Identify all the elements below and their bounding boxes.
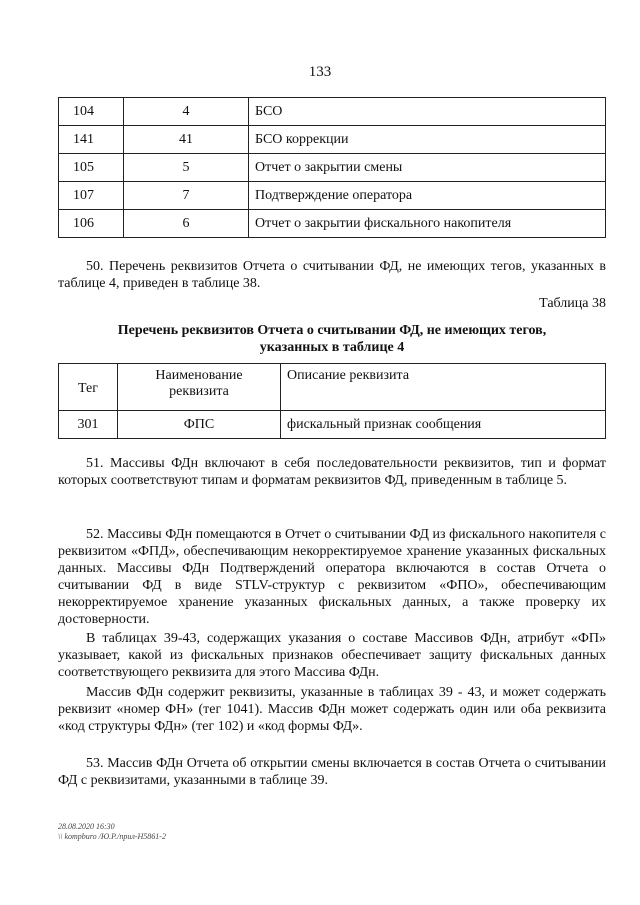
paragraph-52-tables: В таблицах 39-43, содержащих указания о составе Массивов ФДн, атрибут «ФП» указывает, какой из фискальных признаков обеспечивает защиту фискальных данных соответствующего реквизита для этого Массива ФДн. bbox=[58, 631, 606, 680]
footer bbox=[58, 822, 166, 842]
codes-cell-c2: 7 bbox=[124, 182, 249, 210]
codes-cell-c2: 6 bbox=[124, 210, 249, 238]
codes-cell-c3: БСО bbox=[249, 98, 606, 126]
codes-cell-c1: 105 bbox=[59, 154, 124, 182]
codes-cell-c2: 4 bbox=[124, 98, 249, 126]
codes-cell-c1: 106 bbox=[59, 210, 124, 238]
table-38-cell-description: фискальный признак сообщения bbox=[281, 411, 606, 439]
table-row bbox=[59, 210, 606, 238]
table-38-title-line1: Перечень реквизитов Отчета о считывании ФД, не имеющих тегов, bbox=[117, 323, 547, 338]
table-38-header-row bbox=[59, 364, 606, 411]
codes-cell-c3: Подтверждение оператора bbox=[249, 182, 606, 210]
paragraph-52: 52. Массивы ФДн помещаются в Отчет о считывании ФД из фискального накопителя с реквизитом «ФПД», обеспечивающим некорректируемое хранение указанных фискальных данных. Массивы ФДн Подтверждений оператора включаются в состав Отчета о считывании ФД в виде STLV-структур с реквизитом «ФПО», обеспечивающим некорректируемое хранение указанных фискальных данных, а также проверку их достоверности. bbox=[58, 527, 606, 627]
table-38-header-name: Наименование реквизита bbox=[118, 364, 281, 411]
codes-cell-c3: Отчет о закрытии смены bbox=[249, 154, 606, 182]
paragraph-53: 53. Массив ФДн Отчета об открытии смены включается в состав Отчета о считывании ФД с реквизитами, указанными в таблице 39. bbox=[58, 756, 606, 788]
table-38-cell-name: ФПС bbox=[118, 411, 281, 439]
table-38-title bbox=[58, 322, 606, 356]
paragraph-51: 51. Массивы ФДн включают в себя последовательности реквизитов, тип и формат которых соответствуют типам и форматам реквизитов ФД, приведенным в таблице 5. bbox=[58, 456, 606, 488]
footer-timestamp: 28.08.2020 16:30 bbox=[58, 822, 115, 831]
codes-cell-c1: 141 bbox=[59, 126, 124, 154]
codes-cell-c3: БСО коррекции bbox=[249, 126, 606, 154]
table-row bbox=[59, 126, 606, 154]
footer-path: \\ kompburo /Ю.Р./прил-Н5861-2 bbox=[58, 832, 166, 841]
table-38-header-description: Описание реквизита bbox=[281, 364, 606, 411]
table-row bbox=[59, 98, 606, 126]
codes-cell-c1: 104 bbox=[59, 98, 124, 126]
table-38-cell-tag: 301 bbox=[59, 411, 118, 439]
page-number: 133 bbox=[308, 64, 332, 80]
paragraph-50: 50. Перечень реквизитов Отчета о считывании ФД, не имеющих тегов, указанных в таблице 4, приведен в таблице 38. bbox=[58, 259, 606, 291]
table-row bbox=[59, 154, 606, 182]
codes-cell-c3: Отчет о закрытии фискального накопителя bbox=[249, 210, 606, 238]
codes-cell-c2: 5 bbox=[124, 154, 249, 182]
codes-cell-c2: 41 bbox=[124, 126, 249, 154]
table-row bbox=[59, 182, 606, 210]
codes-cell-c1: 107 bbox=[59, 182, 124, 210]
table-row bbox=[59, 411, 606, 439]
table-38-header-tag: Тег bbox=[59, 364, 118, 411]
codes-table bbox=[58, 97, 606, 238]
table-38-title-line2: указанных в таблице 4 bbox=[259, 340, 405, 355]
table-38-caption: Таблица 38 bbox=[539, 296, 606, 311]
paragraph-52-array: Массив ФДн содержит реквизиты, указанные в таблицах 39 - 43, и может содержать реквизит «номер ФН» (тег 1041). Массив ФДн может содержать один или оба реквизита «код структуры ФДн» (тег 102) и «код формы ФД». bbox=[58, 685, 606, 734]
table-38 bbox=[58, 363, 606, 439]
